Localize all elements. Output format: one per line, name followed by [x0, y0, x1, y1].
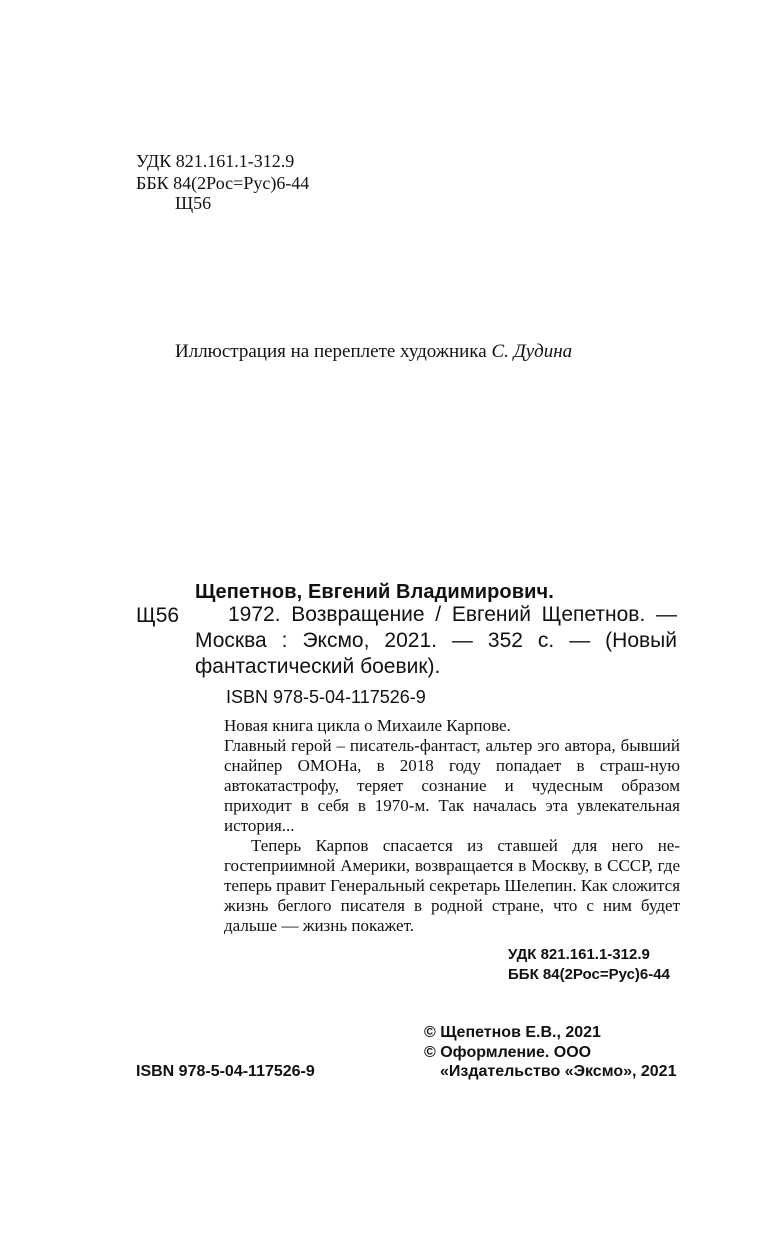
- isbn-bottom: ISBN 978-5-04-117526-9: [136, 1063, 315, 1080]
- card-isbn: ISBN 978-5-04-117526-9: [226, 687, 426, 707]
- card-author-heading: Щепетнов, Евгений Владимирович.: [195, 581, 554, 603]
- udk-bottom: УДК 821.161.1-312.9: [508, 946, 650, 963]
- illustration-credit: [175, 340, 572, 364]
- author-mark-top: Щ56: [175, 193, 212, 213]
- copyright-design: © Оформление. ООО: [424, 1044, 592, 1061]
- bbk-top: ББК 84(2Рос=Рус)6-44: [136, 173, 310, 193]
- copyright-publisher: «Издательство «Эксмо», 2021: [440, 1063, 677, 1080]
- bbk-bottom: ББК 84(2Рос=Рус)6-44: [508, 966, 670, 983]
- annotation: [224, 716, 680, 936]
- annotation-paragraph: Главный герой – писатель-фантаст, альтер эго автора, бывший снайпер ОМОНа, в 2018 году попадает в страш-ную автокатастрофу, теряет сознание и чудесным образом приходит в себя в 1970-м. Так началась эта увлекательная история...: [224, 736, 680, 835]
- card-author-mark: Щ56: [136, 604, 180, 627]
- card-title-entry: 1972. Возвращение / Евгений Щепетнов. — Москва : Эксмо, 2021. — 352 с. — (Новый фантастический боевик).: [195, 603, 677, 678]
- annotation-paragraph: Новая книга цикла о Михаиле Карпове.: [224, 716, 511, 735]
- illustration-artist: С. Дудина: [491, 341, 573, 362]
- copyright-author: © Щепетнов Е.В., 2021: [424, 1024, 601, 1041]
- udk-top: УДК 821.161.1-312.9: [136, 151, 295, 171]
- annotation-paragraph: Теперь Карпов спасается из ставшей для него не-гостеприимной Америки, возвращается в Москву, в СССР, где теперь правит Генеральный секретарь Шелепин. Как сложится жизнь беглого писателя в родной стране, что с ним будет дальше — жизнь покажет.: [224, 836, 681, 935]
- illustration-text: Иллюстрация на переплете художника: [175, 341, 487, 362]
